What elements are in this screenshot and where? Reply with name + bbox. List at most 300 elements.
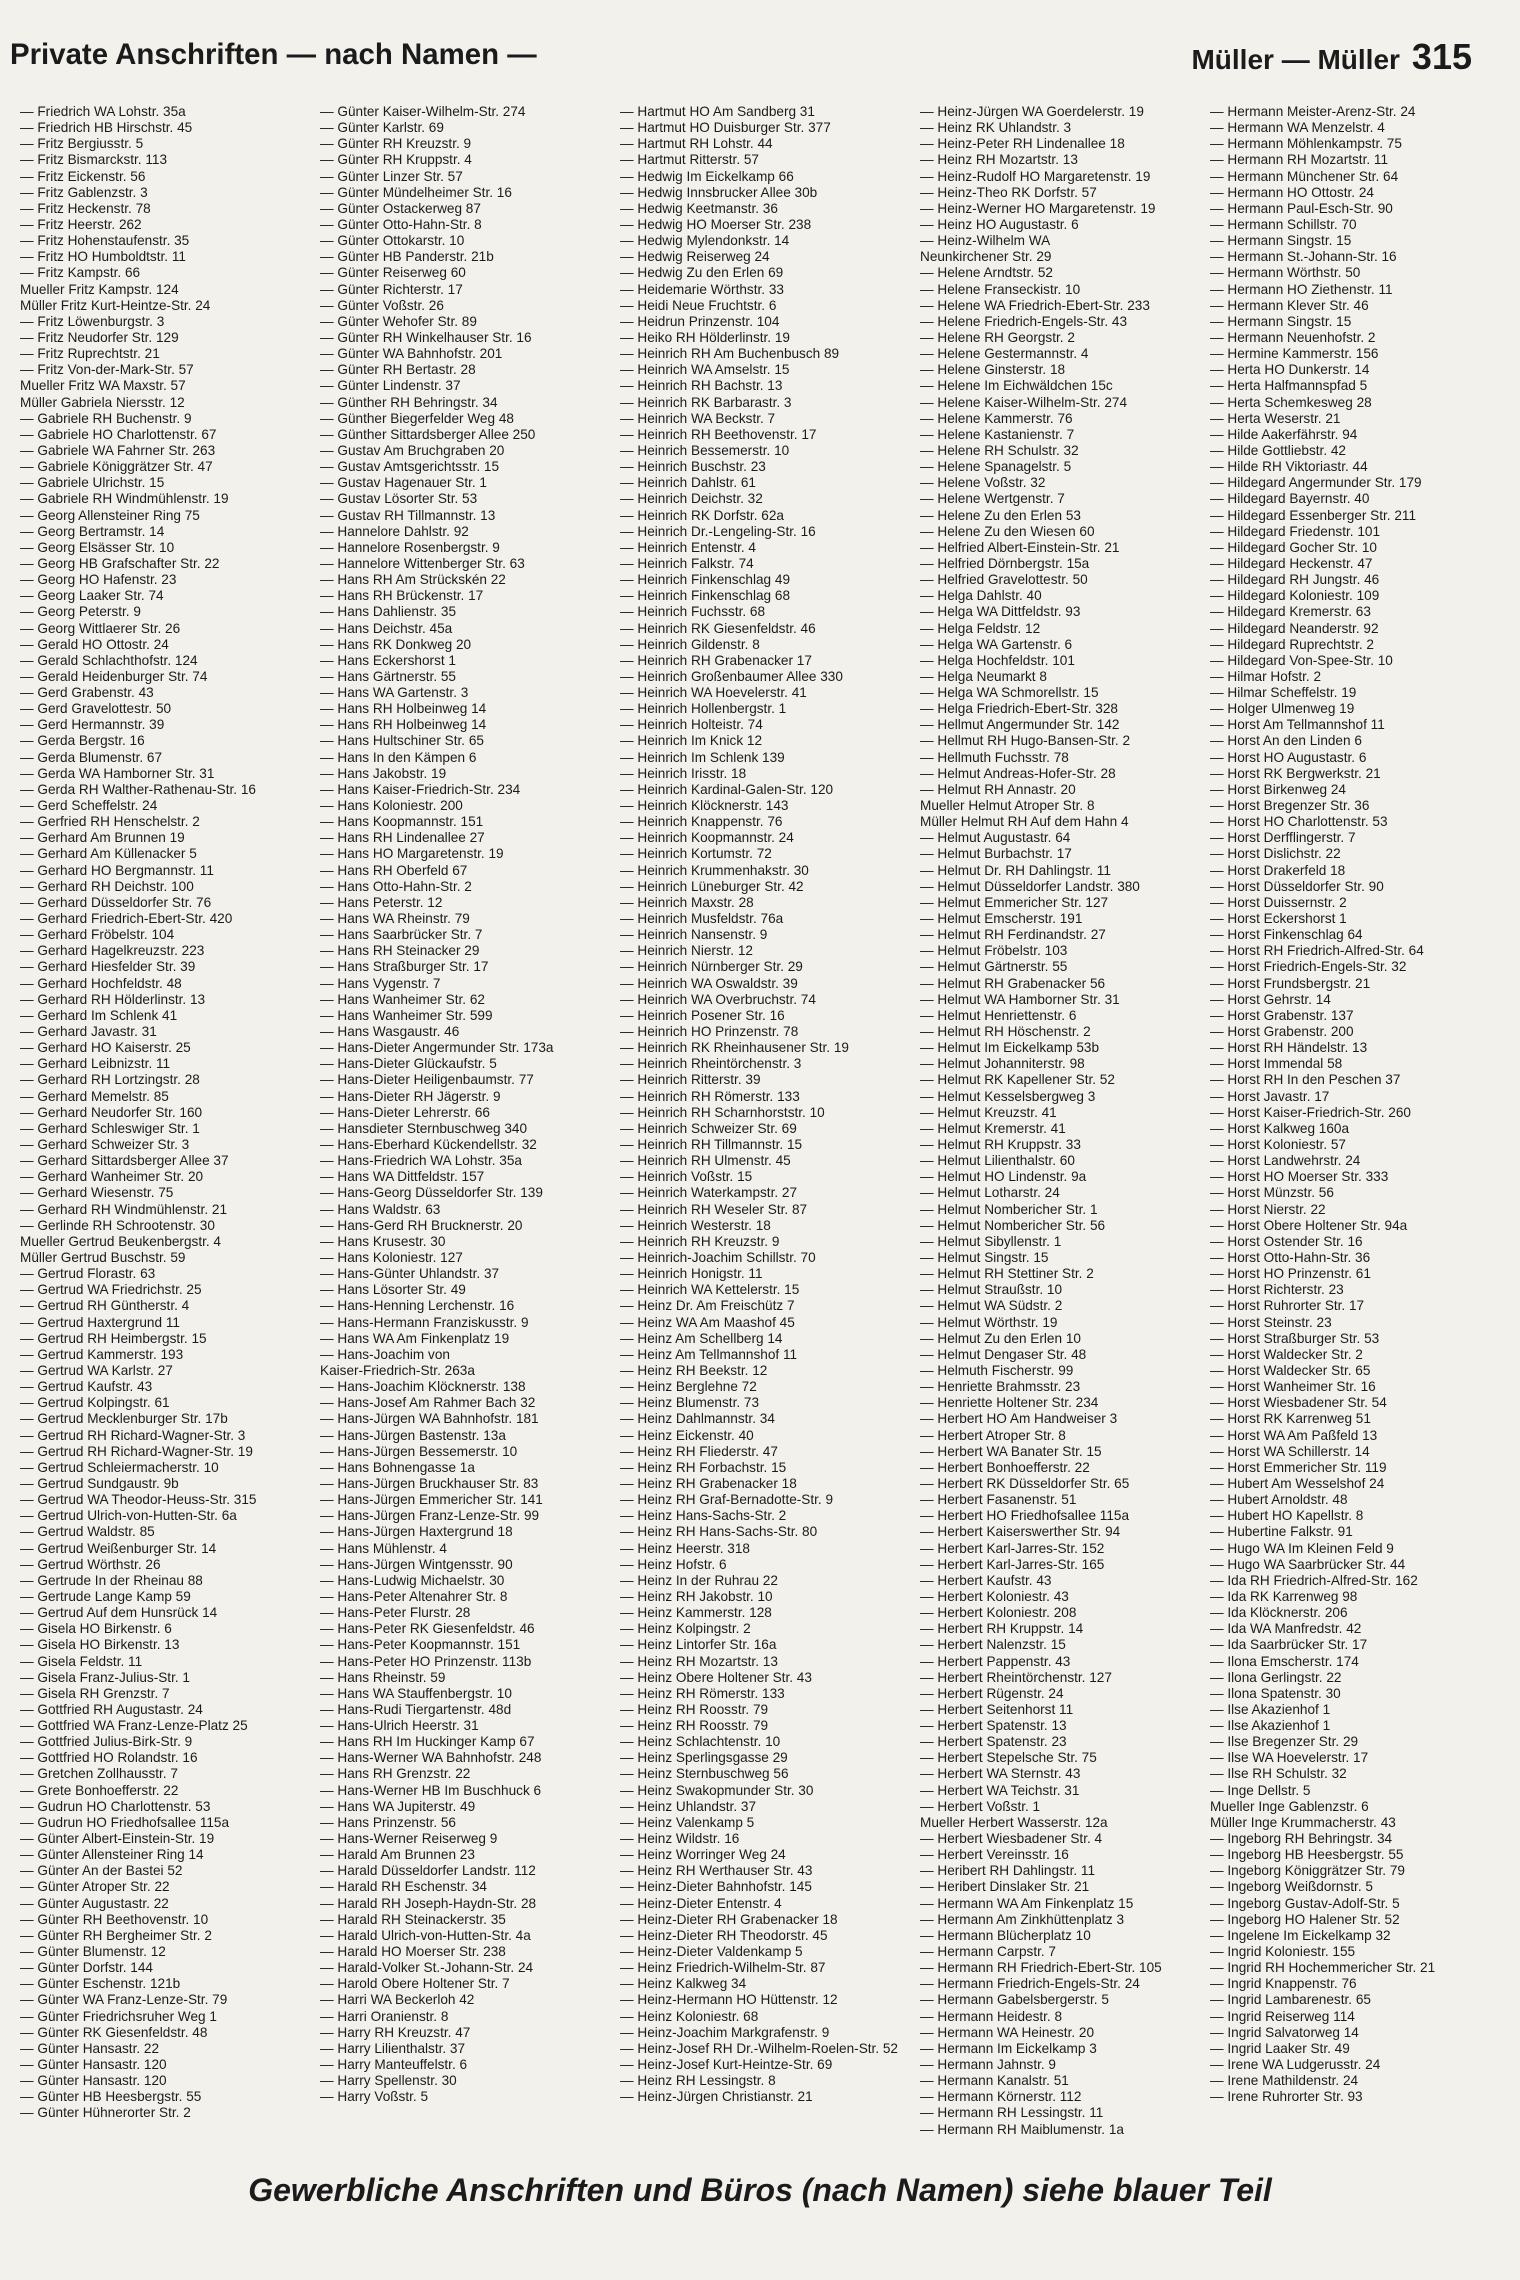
directory-entry: — Gerhard Hagelkreuzstr. 223 (20, 943, 205, 959)
directory-entry: — Hans RH Holbeinweg 14 (320, 701, 487, 717)
directory-entry: — Georg Laaker Str. 74 (20, 588, 164, 604)
directory-entry: — Gustav RH Tillmannstr. 13 (320, 507, 496, 523)
directory-entry: — Hans RH Steinacker 29 (320, 943, 480, 959)
directory-entry: — Hans Peterstr. 12 (320, 894, 443, 910)
directory-entry: — Horst Javastr. 17 (1210, 1088, 1330, 1104)
directory-entry: — Fritz Löwenburgstr. 3 (20, 313, 165, 329)
directory-entry: — Gerhard Leibnizstr. 11 (20, 1056, 171, 1072)
directory-entry: — Heinrich Irisstr. 18 (620, 765, 747, 781)
directory-entry: — Günter Richterstr. 17 (320, 281, 463, 297)
directory-entry: — Heinz-Dieter Bahnhofstr. 145 (620, 1879, 812, 1895)
directory-entry: — Hermann WA Am Finkenplatz 15 (920, 1895, 1134, 1911)
directory-entry: — Heinz Obere Holtener Str. 43 (620, 1669, 812, 1685)
directory-entry: — Heinz Uhlandstr. 37 (620, 1798, 757, 1814)
directory-entry: — Gerda Blumenstr. 67 (20, 749, 163, 765)
directory-entry: — Hilde RH Viktoriastr. 44 (1210, 459, 1368, 475)
directory-entry: — Günter RH Kruppstr. 4 (320, 152, 472, 168)
directory-entry: — Horst Kaiser-Friedrich-Str. 260 (1210, 1104, 1411, 1120)
directory-entry: — Gerald Schlachthofstr. 124 (20, 652, 198, 668)
directory-entry: — Heinrich Nierstr. 12 (620, 943, 753, 959)
directory-entry: — Heinz Wildstr. 16 (620, 1831, 740, 1847)
directory-entry: — Irene WA Ludgerusstr. 24 (1210, 2057, 1381, 2073)
directory-entry: — Gerhard Wanheimer Str. 20 (20, 1169, 204, 1185)
directory-entry: — Fritz Gablenzstr. 3 (20, 184, 148, 200)
directory-entry: — Heinrich Waterkampstr. 27 (620, 1185, 798, 1201)
directory-entry: — Gerald HO Ottostr. 24 (20, 636, 169, 652)
directory-entry: — Henriette Brahmsstr. 23 (920, 1379, 1081, 1395)
directory-entry: — Herbert Karl-Jarres-Str. 165 (920, 1556, 1105, 1572)
directory-entry: — Hans RH Am Strückskén 22 (320, 572, 506, 588)
directory-entry: Müller Fritz Kurt-Heintze-Str. 24 (20, 297, 211, 313)
directory-entry: — Heinrich RK Giesenfeldstr. 46 (620, 620, 816, 636)
directory-entry: — Helmut Burbachstr. 17 (920, 846, 1072, 862)
directory-entry: — Heinrich-Joachim Schillstr. 70 (620, 1249, 816, 1265)
directory-entry: — Helmut Straußstr. 10 (920, 1282, 1063, 1298)
directory-entry: — Horst Friedrich-Engels-Str. 32 (1210, 959, 1407, 975)
running-head (1191, 36, 1472, 78)
directory-entry: — Heinz Valenkamp 5 (620, 1814, 755, 1830)
directory-entry: — Hermann Wörthstr. 50 (1210, 265, 1361, 281)
directory-entry: — Fritz Heckenstr. 78 (20, 200, 151, 216)
directory-entry: — Gustav Am Bruchgraben 20 (320, 442, 505, 458)
directory-entry: — Gerhard Javastr. 31 (20, 1024, 157, 1040)
directory-entry: — Hermann Am Zinkhüttenplatz 3 (920, 1911, 1124, 1927)
directory-entry: — Ida Saarbrücker Str. 17 (1210, 1637, 1368, 1653)
directory-entry: — Hans-Günter Uhlandstr. 37 (320, 1266, 500, 1282)
directory-entry: — Hans-Werner HB Im Buschhuck 6 (320, 1782, 542, 1798)
directory-entry: — Herta Halfmannspfad 5 (1210, 378, 1368, 394)
directory-entry: — Hubert Arnoldstr. 48 (1210, 1492, 1348, 1508)
section-title: Private Anschriften — nach Namen — (10, 38, 537, 71)
directory-entry: — Helga WA Schmorellstr. 15 (920, 685, 1099, 701)
directory-entry: — Gisela HO Birkenstr. 6 (20, 1621, 172, 1637)
directory-entry: — Heinz RH Mozartstr. 13 (920, 152, 1078, 168)
directory-entry: — Hans Deichstr. 45a (320, 620, 453, 636)
directory-entry: — Helmut Nombericher Str. 56 (920, 1217, 1106, 1233)
directory-entry: — Heinrich RH Römerstr. 133 (620, 1088, 800, 1104)
directory-entry: — Heinz RH Hans-Sachs-Str. 80 (620, 1524, 818, 1540)
directory-entry: — Fritz Bergiusstr. 5 (20, 136, 144, 152)
directory-entry: — Fritz Ruprechtstr. 21 (20, 346, 160, 362)
directory-entry: — Hans Straßburger Str. 17 (320, 959, 489, 975)
directory-entry: — Gustav Lösorter Str. 53 (320, 491, 478, 507)
directory-entry: — Fritz Von-der-Mark-Str. 57 (20, 362, 194, 378)
directory-entry: — Heinz Eickenstr. 40 (620, 1427, 754, 1443)
directory-entry: Mueller Inge Gablenzstr. 6 (1210, 1798, 1369, 1814)
directory-entry: — Hermann Jahnstr. 9 (920, 2057, 1056, 2073)
directory-entry: — Hildegard Kremerstr. 63 (1210, 604, 1371, 620)
directory-entry: — Gerhard Memelstr. 85 (20, 1088, 169, 1104)
directory-entry: — Gerhard RH Hölderlinstr. 13 (20, 991, 206, 1007)
directory-entry: — Horst Otto-Hahn-Str. 36 (1210, 1249, 1371, 1265)
directory-entry: — Gottfried WA Franz-Lenze-Platz 25 (20, 1718, 248, 1734)
directory-entry: — Heinrich RK Barbarastr. 3 (620, 394, 792, 410)
directory-entry: — Heinz-Peter RH Lindenallee 18 (920, 136, 1125, 152)
directory-entry: — Hilde Gottliebstr. 42 (1210, 442, 1346, 458)
directory-entry: — Horst Immendal 58 (1210, 1056, 1343, 1072)
directory-entry: — Heinrich Nürnberger Str. 29 (620, 959, 803, 975)
directory-entry: — Heinz-Dieter Entenstr. 4 (620, 1895, 782, 1911)
directory-entry: — Heinrich Im Schlenk 139 (620, 749, 785, 765)
directory-entry: — Gertrud RH Heimbergstr. 15 (20, 1330, 207, 1346)
directory-entry: — Hannelore Dahlstr. 92 (320, 523, 469, 539)
directory-entry: — Heinz Sperlingsgasse 29 (620, 1750, 788, 1766)
directory-entry: — Harald Düsseldorfer Landstr. 112 (320, 1863, 536, 1879)
directory-entry: — Hans WA Rheinstr. 79 (320, 911, 470, 927)
directory-entry: — Hildegard Gocher Str. 10 (1210, 539, 1377, 555)
directory-entry: — Günter Kaiser-Wilhelm-Str. 274 (320, 104, 526, 119)
directory-entry: — Horst HO Augustastr. 6 (1210, 749, 1367, 765)
directory-entry: — Horst Ostender Str. 16 (1210, 1233, 1363, 1249)
directory-entry: — Günter Allensteiner Ring 14 (20, 1847, 204, 1863)
directory-entry: — Hedwig HO Moerser Str. 238 (620, 216, 812, 232)
page-number: 315 (1411, 36, 1472, 77)
directory-entry: — Herbert HO Friedhofsallee 115a (920, 1508, 1130, 1524)
directory-entry: — Hildegard Essenberger Str. 211 (1210, 507, 1417, 523)
directory-entry: — Fritz Neudorfer Str. 129 (20, 329, 179, 345)
directory-entry: — Harry Manteuffelstr. 6 (320, 2057, 468, 2073)
directory-entry: — Helene Kastanienstr. 7 (920, 426, 1075, 442)
directory-entry: — Horst RH Händelstr. 13 (1210, 1040, 1368, 1056)
directory-entry: — Günter Karlstr. 69 (320, 120, 444, 136)
directory-entry: — Horst Bregenzer Str. 36 (1210, 798, 1370, 814)
directory-entry: — Hilmar Hofstr. 2 (1210, 668, 1322, 684)
directory-entry: — Heinrich RH Scharnhorststr. 10 (620, 1104, 825, 1120)
directory-entry: — Hans RH Grenzstr. 22 (320, 1766, 471, 1782)
directory-entry: — Günter Albert-Einstein-Str. 19 (20, 1831, 215, 1847)
directory-entry: — Hildegard Ruprechtstr. 2 (1210, 636, 1374, 652)
directory-entry: — Hans HO Margaretenstr. 19 (320, 846, 504, 862)
directory-entry: — Hermann St.-Johann-Str. 16 (1210, 249, 1397, 265)
directory-entry: — Heinrich Entenstr. 4 (620, 539, 756, 555)
directory-entry: — Günter RH Kreuzstr. 9 (320, 136, 472, 152)
directory-entry: — Hans RH Brückenstr. 17 (320, 588, 484, 604)
directory-entry: — Hans Wanheimer Str. 599 (320, 1007, 493, 1023)
directory-entry: — Helga WA Dittfeldstr. 93 (920, 604, 1081, 620)
directory-entry: — Hans-Ulrich Heerstr. 31 (320, 1718, 479, 1734)
directory-entry: — Hans-Hermann Franziskusstr. 9 (320, 1314, 529, 1330)
directory-entry: — Horst Kalkweg 160a (1210, 1120, 1350, 1136)
directory-entry: — Helfried Gravelottestr. 50 (920, 572, 1088, 588)
directory-entry: — Helene RH Schulstr. 32 (920, 442, 1079, 458)
directory-entry: — Heinz Kammerstr. 128 (620, 1605, 772, 1621)
directory-entry: — Ingrid Knappenstr. 76 (1210, 1976, 1357, 1992)
directory-entry: — Günter Hansastr. 22 (20, 2040, 160, 2056)
directory-entry: — Herta Weserstr. 21 (1210, 410, 1341, 426)
directory-entry: — Helfried Albert-Einstein-Str. 21 (920, 539, 1120, 555)
directory-entry: — Heinz Blumenstr. 73 (620, 1395, 760, 1411)
directory-entry: — Hans WA Gartenstr. 3 (320, 685, 469, 701)
directory-entry: — Ilse WA Hoevelerstr. 17 (1210, 1750, 1369, 1766)
directory-entry: — Ilse Akazienhof 1 (1210, 1701, 1331, 1717)
directory-entry: Mueller Fritz Kampstr. 124 (20, 281, 179, 297)
directory-entry: — Günter RH Beethovenstr. 10 (20, 1911, 209, 1927)
directory-entry: — Heinz Kolpingstr. 2 (620, 1621, 751, 1637)
directory-entry: — Günter RH Bertastr. 28 (320, 362, 476, 378)
directory-entry: — Hans-Eberhard Kückendellstr. 32 (320, 1137, 537, 1152)
directory-entry: — Helga Feldstr. 12 (920, 620, 1041, 636)
directory-entry: — Gerhard Neudorfer Str. 160 (20, 1104, 203, 1120)
directory-entry: — Horst RH Friedrich-Alfred-Str. 64 (1210, 943, 1424, 959)
directory-entry: — Heinz Heerstr. 318 (620, 1540, 750, 1556)
directory-entry: — Hellmut RH Hugo-Bansen-Str. 2 (920, 733, 1131, 749)
directory-entry: — Horst Koloniestr. 57 (1210, 1137, 1346, 1152)
directory-entry: Müller Gertrud Buschstr. 59 (20, 1249, 186, 1265)
directory-entry: — Hartmut RH Lohstr. 44 (620, 136, 773, 152)
directory-entry: — Helmut Emmericher Str. 127 (920, 894, 1109, 910)
directory-entry: — Hannelore Wittenberger Str. 63 (320, 555, 525, 571)
directory-entry: — Herbert WA Banater Str. 15 (920, 1443, 1102, 1459)
directory-entry: Mueller Herbert Wasserstr. 12a (920, 1814, 1108, 1830)
directory-entry: — Gertrud WA Karlstr. 27 (20, 1362, 173, 1378)
directory-entry: — Horst Waldecker Str. 2 (1210, 1346, 1363, 1362)
directory-entry: — Helmut Fröbelstr. 103 (920, 943, 1068, 959)
column-4 (920, 104, 1220, 2138)
directory-entry: — Herbert HO Am Handweiser 3 (920, 1411, 1118, 1427)
directory-entry: — Heinz RH Roosstr. 79 (620, 1701, 769, 1717)
directory-entry: — Gerlinde RH Schrootenstr. 30 (20, 1217, 215, 1233)
directory-entry: — Harry RH Kreuzstr. 47 (320, 2024, 471, 2040)
directory-entry: — Günter WA Bahnhofstr. 201 (320, 346, 503, 362)
directory-entry: — Günter Otto-Hahn-Str. 8 (320, 216, 482, 232)
directory-entry: — Heinz Sternbuschweg 56 (620, 1766, 789, 1782)
directory-entry: — Gertrud Auf dem Hunsrück 14 (20, 1605, 218, 1621)
directory-entry: — Harald Am Brunnen 23 (320, 1847, 475, 1863)
directory-entry: — Herbert Fasanenstr. 51 (920, 1492, 1077, 1508)
directory-entry: — Günter RK Giesenfeldstr. 48 (20, 2024, 208, 2040)
directory-entry: — Helmut RH Ferdinandstr. 27 (920, 927, 1106, 943)
directory-entry: — Gertrud Mecklenburger Str. 17b (20, 1411, 228, 1427)
directory-entry: — Hedwig Mylendonkstr. 14 (620, 233, 790, 249)
directory-entry: — Gerd Gravelottestr. 50 (20, 701, 172, 717)
directory-entry: — Heinz Schlachtenstr. 10 (620, 1734, 781, 1750)
directory-entry: — Hans-Jürgen Bruckhauser Str. 83 (320, 1475, 539, 1491)
directory-entry: — Gerhard Schweizer Str. 3 (20, 1137, 190, 1152)
directory-entry: — Herbert Seitenhorst 11 (920, 1701, 1074, 1717)
directory-entry: — Harald Ulrich-von-Hutten-Str. 4a (320, 1927, 531, 1943)
directory-entry: — Ingrid Koloniestr. 155 (1210, 1944, 1356, 1960)
column-2 (320, 104, 620, 2105)
directory-entry: — Helene Friedrich-Engels-Str. 43 (920, 313, 1128, 329)
directory-entry: — Heribert Dinslaker Str. 21 (920, 1879, 1090, 1895)
directory-entry: — Fritz Heerstr. 262 (20, 216, 142, 232)
directory-entry: — Heinz RK Uhlandstr. 3 (920, 120, 1072, 136)
directory-entry: — Heinz RH Römerstr. 133 (620, 1685, 785, 1701)
directory-entry: — Günter Ottokarstr. 10 (320, 233, 465, 249)
directory-entry: — Ingrid Laaker Str. 49 (1210, 2040, 1350, 2056)
directory-entry: — Heinz Friedrich-Wilhelm-Str. 87 (620, 1960, 826, 1976)
directory-entry: — Heinrich Voßstr. 15 (620, 1169, 753, 1185)
directory-entry: — Heinz Hans-Sachs-Str. 2 (620, 1508, 787, 1524)
directory-entry: — Gerd Hermannstr. 39 (20, 717, 165, 733)
directory-entry: — Helene Wertgenstr. 7 (920, 491, 1065, 507)
directory-entry: — Hannelore Rosenbergstr. 9 (320, 539, 500, 555)
directory-entry: — Heinrich RH Beethovenstr. 17 (620, 426, 817, 442)
directory-entry: — Horst Gehrstr. 14 (1210, 991, 1331, 1007)
directory-entry: — Horst Finkenschlag 64 (1210, 927, 1363, 943)
directory-entry: — Herbert Stepelsche Str. 75 (920, 1750, 1097, 1766)
directory-entry: — Heinz Worringer Weg 24 (620, 1847, 786, 1863)
directory-entry: — Helmut RH Höschenstr. 2 (920, 1024, 1091, 1040)
directory-entry: — Heinrich Fuchsstr. 68 (620, 604, 766, 620)
directory-entry: — Hans-Dieter Lehrerstr. 66 (320, 1104, 490, 1120)
directory-entry: — Helmut Andreas-Hofer-Str. 28 (920, 765, 1116, 781)
directory-entry: — Hartmut Ritterstr. 57 (620, 152, 759, 168)
directory-entry: — Günter Hansastr. 120 (20, 2057, 167, 2073)
directory-entry: — Fritz Bismarckstr. 113 (20, 152, 168, 168)
directory-entry: — Heinrich RK Dorfstr. 62a (620, 507, 784, 523)
directory-entry: — Hans Jakobstr. 19 (320, 765, 447, 781)
directory-entry: — Günter Voßstr. 26 (320, 297, 444, 313)
directory-entry: — Ingrid Reiserweg 114 (1210, 2008, 1355, 2024)
directory-entry: — Helga WA Gartenstr. 6 (920, 636, 1073, 652)
directory-entry: — Hellmuth Fuchsstr. 78 (920, 749, 1069, 765)
directory-entry: — Hans-Peter HO Prinzenstr. 113b (320, 1653, 532, 1669)
directory-entry: — Gertrud RH Richard-Wagner-Str. 3 (20, 1427, 246, 1443)
directory-entry: — Günter Atroper Str. 22 (20, 1879, 170, 1895)
directory-entry: — Hans Lösorter Str. 49 (320, 1282, 466, 1298)
directory-entry: — Georg HO Hafenstr. 23 (20, 572, 177, 588)
directory-entry: — Herbert Spatenstr. 13 (920, 1718, 1067, 1734)
directory-entry: — Gisela Franz-Julius-Str. 1 (20, 1669, 190, 1685)
directory-entry: — Helmut RH Kruppstr. 33 (920, 1137, 1081, 1152)
directory-entry: — Gerhard HO Bergmannstr. 11 (20, 862, 214, 878)
directory-entry: — Hans-Dieter RH Jägerstr. 9 (320, 1088, 501, 1104)
directory-entry: — Hermann Kanalstr. 51 (920, 2073, 1069, 2089)
directory-entry: — Hans Vygenstr. 7 (320, 975, 441, 991)
directory-entry: — Gertrud Wörthstr. 26 (20, 1556, 161, 1572)
directory-entry: — Herbert Koloniestr. 208 (920, 1605, 1077, 1621)
directory-entry: — Ida RK Karrenweg 98 (1210, 1588, 1358, 1604)
directory-entry: — Horst Waldecker Str. 65 (1210, 1362, 1371, 1378)
directory-entry: — Georg Allensteiner Ring 75 (20, 507, 200, 523)
directory-entry: — Georg Bertramstr. 14 (20, 523, 165, 539)
directory-entry: — Hildegard Friedenstr. 101 (1210, 523, 1381, 539)
directory-entry: — Heinrich Finkenschlag 49 (620, 572, 791, 588)
name-range: Müller — Müller (1191, 44, 1400, 75)
directory-entry: — Horst Landwehrstr. 24 (1210, 1153, 1361, 1169)
directory-entry: — Horst Nierstr. 22 (1210, 1201, 1326, 1217)
directory-entry: — Gerhard Am Küllenacker 5 (20, 846, 197, 862)
directory-entry: — Hans-Jürgen Franz-Lenze-Str. 99 (320, 1508, 540, 1524)
directory-entry: — Hans Koopmannstr. 151 (320, 814, 484, 830)
directory-entry: — Günter An der Bastei 52 (20, 1863, 183, 1879)
directory-entry: — Hans Waldstr. 63 (320, 1201, 441, 1217)
directory-entry: — Hans WA Am Finkenplatz 19 (320, 1330, 510, 1346)
directory-entry: — Herbert Bonhoefferstr. 22 (920, 1459, 1090, 1475)
directory-entry: — Helmut Kesselsbergweg 3 (920, 1088, 1096, 1104)
directory-entry: — Helmut Sibyllenstr. 1 (920, 1233, 1062, 1249)
directory-entry: — Heinz Am Tellmannshof 11 (620, 1346, 798, 1362)
directory-entry: — Gerd Scheffelstr. 24 (20, 798, 158, 814)
directory-entry: — Heinz RH Beekstr. 12 (620, 1362, 768, 1378)
directory-entry: — Heinrich Koopmannstr. 24 (620, 830, 794, 846)
directory-entry: — Heinz RH Roosstr. 79 (620, 1718, 769, 1734)
directory-entry: — Harald RH Eschenstr. 34 (320, 1879, 487, 1895)
directory-entry: — Hans Bohnengasse 1a (320, 1459, 475, 1475)
directory-entry: — Herta Schemkesweg 28 (1210, 394, 1372, 410)
directory-entry: — Gerhard Friedrich-Ebert-Str. 420 (20, 911, 233, 927)
directory-entry: — Hans-Jürgen Haxtergrund 18 (320, 1524, 513, 1540)
directory-entry: — Gabriele HO Charlottenstr. 67 (20, 426, 217, 442)
directory-entry: — Herbert Nalenzstr. 15 (920, 1637, 1066, 1653)
directory-entry: — Horst Wanheimer Str. 16 (1210, 1379, 1376, 1395)
directory-entry: — Fritz HO Humboldtstr. 11 (20, 249, 186, 265)
directory-entry: — Herbert Voßstr. 1 (920, 1798, 1041, 1814)
directory-entry: — Heinrich RH Tillmannstr. 15 (620, 1137, 803, 1152)
directory-entry: — Horst Eckershorst 1 (1210, 911, 1347, 927)
directory-entry: — Ilona Spatenstr. 30 (1210, 1685, 1341, 1701)
directory-entry: — Günter Blumenstr. 12 (20, 1944, 166, 1960)
directory-entry: — Günter Dorfstr. 144 (20, 1960, 153, 1976)
directory-entry: — Hans-Ludwig Michaelstr. 30 (320, 1572, 505, 1588)
directory-entry: — Helga Neumarkt 8 (920, 668, 1047, 684)
directory-entry: — Heinrich Knappenstr. 76 (620, 814, 783, 830)
directory-entry: — Heinz Swakopmunder Str. 30 (620, 1782, 814, 1798)
directory-entry: — Helmut WA Hamborner Str. 31 (920, 991, 1120, 1007)
directory-entry: — Horst RK Karrenweg 51 (1210, 1411, 1371, 1427)
directory-entry: — Heinrich Hollenbergstr. 1 (620, 701, 787, 717)
directory-entry: — Ilona Gerlingstr. 22 (1210, 1669, 1342, 1685)
directory-entry: — Hedwig Im Eickelkamp 66 (620, 168, 794, 184)
directory-entry: — Hermann Gabelsbergerstr. 5 (920, 1992, 1109, 2008)
directory-entry: — Hans-Peter RK Giesenfeldstr. 46 (320, 1621, 535, 1637)
directory-entry: — Hans Kaiser-Friedrich-Str. 234 (320, 781, 521, 797)
directory-entry: — Holger Ulmenweg 19 (1210, 701, 1355, 717)
directory-entry: — Gerda WA Hamborner Str. 31 (20, 765, 215, 781)
directory-entry: — Helmut Düsseldorfer Landstr. 380 (920, 878, 1140, 894)
directory-entry: — Hans-Peter Altenahrer Str. 8 (320, 1588, 508, 1604)
directory-entry: — Hubert Am Wesselshof 24 (1210, 1475, 1385, 1491)
directory-entry: — Herbert WA Teichstr. 31 (920, 1782, 1080, 1798)
directory-entry: — Hermine Kammerstr. 156 (1210, 346, 1379, 362)
directory-entry: — Hildegard Angermunder Str. 179 (1210, 475, 1422, 491)
directory-entry: — Herbert RH Kruppstr. 14 (920, 1621, 1084, 1637)
directory-entry: — Georg HB Grafschafter Str. 22 (20, 555, 220, 571)
directory-entry: — Heinrich Kortumstr. 72 (620, 846, 772, 862)
directory-entry: — Heinz-Theo RK Dorfstr. 57 (920, 184, 1097, 200)
directory-entry: — Heinrich Klöcknerstr. 143 (620, 798, 789, 814)
directory-entry: — Hans Wasgaustr. 46 (320, 1024, 460, 1040)
directory-entry: — Heinz Berglehne 72 (620, 1379, 757, 1395)
directory-entry: — Horst Dislichstr. 22 (1210, 846, 1341, 862)
directory-entry: — Hermann Singstr. 15 (1210, 233, 1352, 249)
directory-entry: — Heinrich Rheintörchenstr. 3 (620, 1056, 802, 1072)
directory-entry: — Hans-Dieter Glückaufstr. 5 (320, 1056, 497, 1072)
directory-entry: — Hans-Henning Lerchenstr. 16 (320, 1298, 515, 1314)
directory-entry: — Ingrid RH Hochemmericher Str. 21 (1210, 1960, 1436, 1976)
directory-entry: — Gudrun HO Friedhofsallee 115a (20, 1814, 230, 1830)
directory-entry: — Harri WA Beckerloh 42 (320, 1992, 475, 2008)
directory-entry: — Heinrich Bessemerstr. 10 (620, 442, 790, 458)
directory-entry: — Heinz RH Werthauser Str. 43 (620, 1863, 813, 1879)
directory-entry: — Gabriele RH Windmühlenstr. 19 (20, 491, 229, 507)
directory-entry: — Heinz RH Lessingstr. 8 (620, 2073, 776, 2089)
directory-entry: — Hermann HO Ottostr. 24 (1210, 184, 1374, 200)
directory-entry: — Helene Kammerstr. 76 (920, 410, 1073, 426)
directory-entry: — Horst An den Linden 6 (1210, 733, 1362, 749)
directory-entry: — Gabriele WA Fahrner Str. 263 (20, 442, 216, 458)
directory-entry: — Heinz Hofstr. 6 (620, 1556, 727, 1572)
directory-entry: — Hans-Werner Reiserweg 9 (320, 1831, 498, 1847)
directory-entry: — Hermann Carpstr. 7 (920, 1944, 1056, 1960)
directory-entry: — Heinrich RH Am Buchenbusch 89 (620, 346, 840, 362)
directory-entry: — Horst HO Charlottenstr. 53 (1210, 814, 1388, 830)
directory-entry: — Gerhard Hiesfelder Str. 39 (20, 959, 196, 975)
directory-entry: — Helmut Nombericher Str. 1 (920, 1201, 1098, 1217)
directory-entry: — Heiko RH Hölderlinstr. 19 (620, 329, 790, 345)
directory-entry: — Helene Ginsterstr. 18 (920, 362, 1066, 378)
